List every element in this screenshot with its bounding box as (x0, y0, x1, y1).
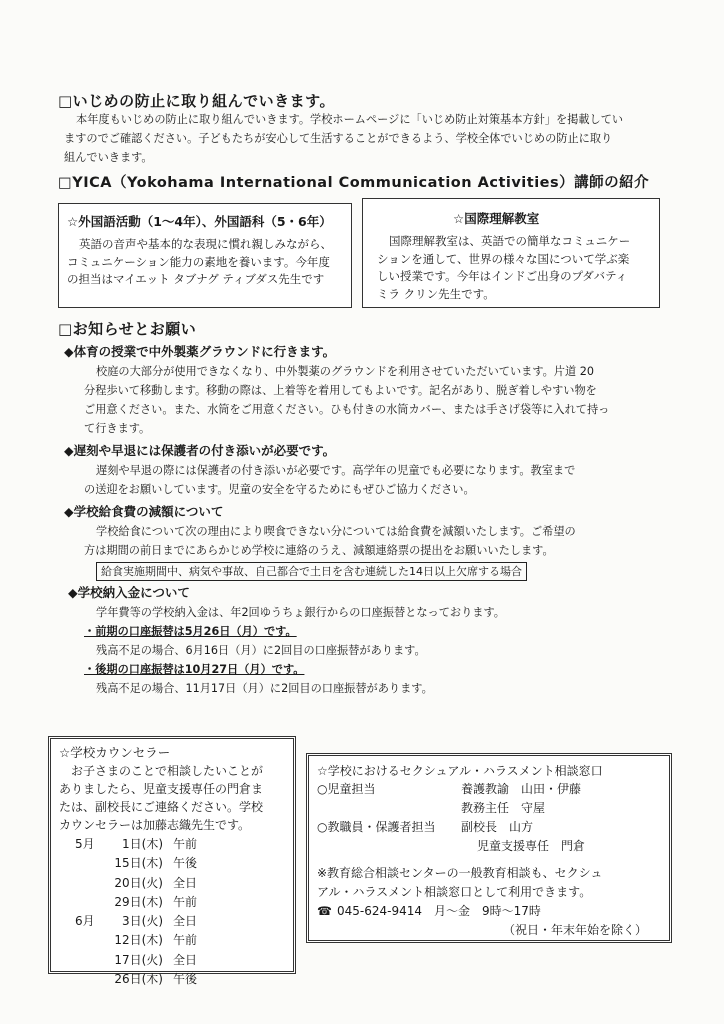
harassment-contacts (317, 780, 661, 856)
schedule-day: 3日(火) (122, 914, 163, 929)
second-payment-note: 残高不足の場合、11月17日（月）に2回目の口座振替があります。 (96, 682, 433, 695)
box-text (377, 233, 649, 303)
schedule-row (75, 874, 285, 893)
contact-row (317, 780, 661, 799)
schedule-row (75, 970, 285, 989)
international-class-box (362, 198, 660, 308)
notice-text (64, 522, 704, 560)
text-line: アル・ハラスメント相談窓口として利用できます。 (317, 885, 592, 899)
contact-label: ○教職員・保護者担当 (317, 820, 436, 834)
schedule-month (75, 970, 101, 989)
text-line: コミュニケーション能力の素地を養います。今年度 (67, 254, 330, 269)
text-line: 校庭の大部分が使用できなくなり、中外製薬のグラウンドを利用させていただいています。片道 20 (96, 365, 594, 378)
second-payment-date: ・後期の口座振替は10月27日（月）です。 (84, 663, 305, 676)
section-title-bullying: □いじめの防止に取り組んでいきます。 (58, 92, 335, 110)
counselor-text (59, 762, 285, 834)
contact-row (317, 799, 661, 818)
schedule-day: 20日(火) (114, 875, 163, 890)
text-line: の担当はマイエット タブナグ ティブダス先生です (67, 272, 325, 286)
text-line: たは、副校長にご連絡ください。学校 (59, 800, 264, 814)
counselor-box (48, 736, 296, 987)
schedule-row (75, 835, 285, 854)
contact-value: 副校長 山方 (461, 820, 534, 834)
schedule-month (75, 874, 101, 893)
schedule-day: 15日(木) (114, 856, 163, 871)
contact-label: ○児童担当 (317, 782, 376, 796)
harassment-note (317, 864, 661, 940)
schedule-month: 6月 (75, 914, 95, 929)
schedule-month (75, 931, 101, 950)
schedule-time: 午前 (173, 837, 198, 851)
notice-title-escort: ◆遅刻や早退には保護者の付き添いが必要です。 (64, 443, 336, 458)
schedule-time: 午前 (173, 933, 198, 948)
box-title: ☆学校カウンセラー (59, 745, 171, 760)
schedule-day: 12日(木) (114, 933, 163, 948)
text-line: しい授業です。今年はインドご出身のプダバティ (377, 269, 628, 283)
notice-title-gym: ◆体育の授業で中外製薬グラウンドに行きます。 (64, 344, 336, 359)
text-line: て行きます。 (84, 422, 151, 435)
phone-note: （祝日・年末年始を除く） (502, 923, 647, 937)
phone-line (317, 902, 661, 921)
text-line: お子さまのことで相談したいことが (71, 764, 264, 778)
schedule-time: 午前 (173, 894, 198, 909)
harassment-box (306, 753, 672, 943)
notice-text (64, 461, 704, 499)
phone-icon: ☎ (317, 904, 332, 918)
text-line: の送迎をお願いしています。児童の安全を守るためにもぜひご協力ください。 (84, 483, 475, 496)
text-line: ※教育総合相談センターの一般教育相談も、セクシュ (317, 866, 603, 880)
notice-list (64, 342, 704, 698)
schedule-time: 午後 (173, 972, 198, 987)
bullying-paragraph (64, 110, 704, 167)
contact-value: 児童支援専任 門倉 (477, 839, 586, 853)
first-payment-note: 残高不足の場合、6月16日（月）に2回目の口座振替があります。 (96, 644, 426, 657)
lunch-condition-box: 給食実施期間中、病気や事故、自己都合で土日を含む連続した14日以上欠席する場合 (96, 562, 527, 581)
text-line: 英語の音声や基本的な表現に慣れ親しみながら、 (79, 237, 332, 251)
text-line: ションを通して、世界の様々な国について学ぶ楽 (377, 251, 630, 266)
schedule-time: 全日 (173, 914, 198, 929)
text-line: カウンセラーは加藤志織先生です。 (59, 818, 251, 832)
contact-value: 教務主任 守屋 (461, 801, 546, 815)
first-payment-date: ・前期の口座振替は5月26日（月）です。 (84, 625, 297, 638)
schedule-row (75, 951, 285, 970)
notice-text (64, 362, 704, 438)
text-line: 方は期間の前日までにあらかじめ学校に連絡のうえ、減額連絡票の提出をお願いいたします。 (84, 544, 554, 557)
text-line: 本年度もいじめの防止に取り組んでいきます。学校ホームページに「いじめ防止対策基本方針」を掲載してい (76, 113, 624, 126)
contact-value: 養護教諭 山田・伊藤 (461, 782, 582, 796)
schedule-day: 26日(木) (114, 972, 163, 987)
schedule-day: 1日(木) (122, 837, 163, 851)
schedule-day: 17日(火) (114, 952, 163, 967)
schedule-row (75, 912, 285, 931)
contact-row (317, 818, 661, 837)
contact-label (317, 799, 461, 818)
section-title-notices: □お知らせとお願い (58, 320, 197, 338)
section-title-yica: □YICA（Yokohama International Communication Activities）講師の紹介 (58, 175, 650, 191)
schedule-month (75, 854, 101, 873)
text-line: 遅刻や早退の際には保護者の付き添いが必要です。高学年の児童でも必要になります。教室まで (96, 464, 576, 477)
text-line: ミラ クリン先生です。 (377, 286, 495, 301)
foreign-language-box (58, 203, 352, 308)
phone-text: 045-624-9414 月～金 9時～17時 (337, 904, 541, 918)
schedule-time: 午後 (173, 856, 198, 871)
box-title: ☆国際理解教室 (453, 211, 540, 226)
text-line: 国際理解教室は、英語での簡単なコミュニケー (389, 234, 631, 248)
text-line: 組んでいきます。 (64, 151, 153, 164)
text-line: 分程歩いて移動します。移動の際は、上着等を着用してもよいです。記名があり、脱ぎ着しやすい物を (84, 384, 597, 397)
notice-title-lunch-fee: ◆学校給食費の減額について (64, 504, 224, 519)
box-title: ☆外国語活動（1～4年）、外国語科（5・6年） (67, 214, 332, 229)
schedule-time: 全日 (173, 952, 198, 967)
schedule-day: 29日(木) (114, 894, 163, 909)
text-line: 学校給食について次の理由により喫食できない分については給食費を減額いたします。ご希望の (96, 525, 576, 538)
text-line: ご用意ください。また、水筒をご用意ください。ひも付きの水筒カバー、または手さげ袋等に入れて持っ (84, 403, 610, 416)
box-title: ☆学校におけるセクシュアル・ハラスメント相談窓口 (317, 764, 603, 778)
schedule-month (75, 951, 101, 970)
box-text (67, 236, 343, 289)
schedule-row (75, 854, 285, 873)
notice-text (64, 603, 704, 698)
schedule-month: 5月 (75, 837, 95, 851)
text-line: ありましたら、児童支援専任の門倉ま (59, 782, 264, 796)
counselor-schedule (59, 835, 285, 989)
schedule-month (75, 893, 101, 912)
contact-label (317, 837, 477, 856)
text-line: ますのでご確認ください。子どもたちが安心して生活することができるよう、学校全体でいじめの防止に取り (64, 132, 613, 145)
contact-row (317, 837, 661, 856)
schedule-time: 全日 (173, 875, 198, 890)
schedule-row (75, 893, 285, 912)
text-line: 学年費等の学校納入金は、年2回ゆうちょ銀行からの口座振替となっております。 (96, 606, 505, 619)
schedule-row (75, 931, 285, 950)
notice-title-payment: ◆学校納入金について (68, 585, 190, 600)
